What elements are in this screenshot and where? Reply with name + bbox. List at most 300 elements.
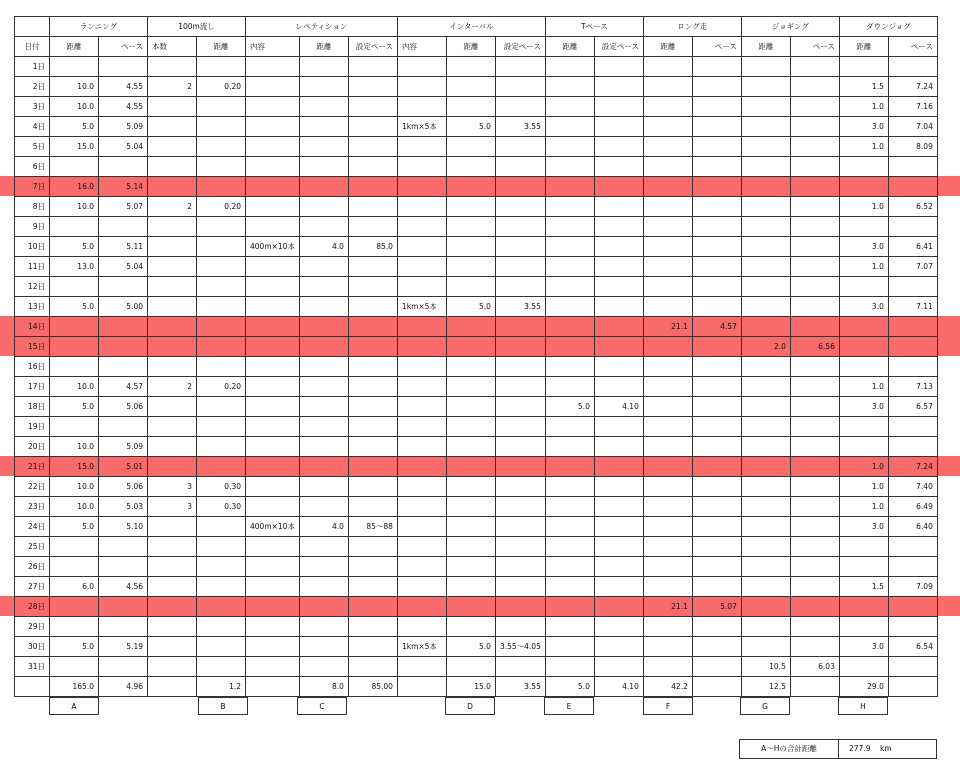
data-cell: 1.0 [839,377,888,397]
data-cell [741,577,790,597]
data-cell [741,177,790,197]
table-row [15,537,938,557]
data-cell [197,657,246,677]
data-cell [545,137,594,157]
data-cell [839,217,888,237]
day-cell: 18日 [15,397,50,417]
data-cell: 10.0 [50,437,99,457]
data-cell [495,437,545,457]
data-cell [594,77,643,97]
data-cell: 15.0 [50,137,99,157]
data-cell [397,477,446,497]
data-cell [446,357,495,377]
data-cell: 5.0 [50,637,99,657]
data-cell: 5.0 [446,117,495,137]
data-cell [299,197,348,217]
table-row [15,617,938,637]
data-cell [446,177,495,197]
data-cell [299,137,348,157]
table-row [15,577,938,597]
data-cell: 1.0 [839,477,888,497]
data-cell [839,557,888,577]
data-cell: 7.24 [888,77,937,97]
table-row [15,257,938,277]
data-cell: 0.20 [197,77,246,97]
data-cell [397,377,446,397]
data-cell [446,57,495,77]
data-cell [348,497,397,517]
data-cell [246,377,300,397]
data-cell [446,597,495,617]
data-cell [741,97,790,117]
data-cell [50,537,99,557]
data-cell [246,557,300,577]
data-cell [148,337,197,357]
data-cell [348,197,397,217]
day-cell: 5日 [15,137,50,157]
total-cell: 5.0 [545,677,594,697]
data-cell [148,117,197,137]
data-cell [397,537,446,557]
data-cell: 1.0 [839,497,888,517]
data-cell [246,537,300,557]
day-cell: 29日 [15,617,50,637]
day-cell: 13日 [15,297,50,317]
data-cell [197,437,246,457]
group-header: 100m流し [148,17,246,37]
data-cell [397,457,446,477]
data-cell [790,477,839,497]
data-cell [790,437,839,457]
data-cell [545,77,594,97]
data-cell [643,397,692,417]
data-cell: 2.0 [741,337,790,357]
group-label: H [838,697,888,715]
data-cell [545,577,594,597]
data-cell: 7.24 [888,457,937,477]
data-cell [446,417,495,437]
data-cell [545,157,594,177]
data-cell [692,497,741,517]
data-cell [594,317,643,337]
data-cell [692,237,741,257]
data-cell [148,257,197,277]
data-cell [348,457,397,477]
data-cell [692,437,741,457]
day-cell: 31日 [15,657,50,677]
data-cell [594,277,643,297]
total-cell: 85.00 [348,677,397,697]
data-cell [299,597,348,617]
data-cell [197,97,246,117]
data-cell [246,177,300,197]
data-cell [197,417,246,437]
data-cell [148,237,197,257]
data-cell: 5.0 [446,297,495,317]
day-cell: 16日 [15,357,50,377]
data-cell: 85〜88 [348,517,397,537]
day-cell: 11日 [15,257,50,277]
data-cell: 8.09 [888,137,937,157]
totals-row [15,677,938,697]
data-cell [299,477,348,497]
data-cell [839,657,888,677]
day-cell: 25日 [15,537,50,557]
column-header: 距離 [299,37,348,57]
data-cell: 3.0 [839,237,888,257]
data-cell [348,377,397,397]
group-label: G [740,697,790,715]
data-cell [741,197,790,217]
data-cell [446,557,495,577]
data-cell [99,217,148,237]
data-cell: 3.55 [495,297,545,317]
data-cell [692,477,741,497]
data-cell: 7.13 [888,377,937,397]
column-header: 設定ペース [594,37,643,57]
data-cell [643,417,692,437]
data-cell: 3.0 [839,637,888,657]
data-cell [692,537,741,557]
data-cell [99,657,148,677]
group-header: ロング走 [643,17,741,37]
data-cell [299,177,348,197]
data-cell: 6.0 [50,577,99,597]
data-cell [495,57,545,77]
data-cell: 5.0 [50,117,99,137]
data-cell [692,377,741,397]
data-cell: 21.1 [643,597,692,617]
group-header: Tペース [545,17,643,37]
data-cell [495,237,545,257]
data-cell: 5.0 [50,517,99,537]
data-cell [545,197,594,217]
data-cell [299,657,348,677]
data-cell [692,417,741,437]
table-row [15,357,938,377]
data-cell [495,217,545,237]
data-cell: 4.10 [594,397,643,417]
data-cell [495,557,545,577]
data-cell [446,477,495,497]
data-cell [348,557,397,577]
data-cell [741,217,790,237]
data-cell [495,477,545,497]
data-cell [397,577,446,597]
data-cell [197,217,246,237]
group-header: レペティション [246,17,398,37]
data-cell [50,357,99,377]
data-cell: 2 [148,197,197,217]
data-cell [397,657,446,677]
data-cell [348,397,397,417]
data-cell [741,397,790,417]
data-cell [397,497,446,517]
data-cell [545,457,594,477]
data-cell: 7.04 [888,117,937,137]
data-cell [594,657,643,677]
data-cell [197,137,246,157]
data-cell [197,317,246,337]
column-header: 距離 [839,37,888,57]
data-cell [643,237,692,257]
data-cell [888,417,937,437]
data-cell [348,137,397,157]
data-cell [495,417,545,437]
data-cell [839,597,888,617]
data-cell [643,57,692,77]
data-cell [397,357,446,377]
data-cell [246,637,300,657]
group-label: B [198,697,248,715]
data-cell [594,537,643,557]
data-cell [397,237,446,257]
data-cell [148,637,197,657]
data-cell [246,57,300,77]
data-cell [299,257,348,277]
data-cell [246,157,300,177]
data-cell [148,517,197,537]
data-cell [348,477,397,497]
data-cell [741,157,790,177]
data-cell: 3.0 [839,117,888,137]
data-cell [545,537,594,557]
data-cell [741,537,790,557]
table-row [15,457,938,477]
data-cell: 5.04 [99,257,148,277]
table-row [15,297,938,317]
data-cell [246,97,300,117]
data-cell [99,277,148,297]
total-cell: 8.0 [299,677,348,697]
data-cell [839,417,888,437]
data-cell [397,597,446,617]
group-label: C [297,697,347,715]
data-cell [246,357,300,377]
day-cell: 27日 [15,577,50,597]
data-cell [299,557,348,577]
data-cell: 1km×5本 [397,297,446,317]
table-row [15,77,938,97]
column-header: 距離 [446,37,495,57]
table-row [15,137,938,157]
data-cell [246,117,300,137]
data-cell [348,577,397,597]
data-cell [397,557,446,577]
data-cell [348,537,397,557]
data-cell [148,317,197,337]
data-cell [299,317,348,337]
data-cell [495,617,545,637]
data-cell: 5.04 [99,137,148,157]
data-cell [246,397,300,417]
data-cell [839,277,888,297]
data-cell [790,197,839,217]
column-header: 内容 [397,37,446,57]
data-cell: 6.52 [888,197,937,217]
day-cell: 30日 [15,637,50,657]
data-cell [692,657,741,677]
data-cell: 3.55 [495,117,545,137]
data-cell: 6.03 [790,657,839,677]
data-cell: 5.07 [99,197,148,217]
data-cell [545,497,594,517]
data-cell [692,337,741,357]
group-header: ジョギング [741,17,839,37]
data-cell [299,437,348,457]
data-cell [495,137,545,157]
data-cell [397,157,446,177]
data-cell [839,337,888,357]
data-cell [246,297,300,317]
data-cell [790,217,839,237]
data-cell [545,557,594,577]
data-cell: 5.09 [99,437,148,457]
data-cell [643,257,692,277]
data-cell [495,577,545,597]
group-label: E [544,697,594,715]
data-cell [790,257,839,277]
column-header: 内容 [246,37,300,57]
data-cell [692,637,741,657]
data-cell [839,57,888,77]
data-cell: 3.0 [839,397,888,417]
data-cell [888,177,937,197]
data-cell [692,77,741,97]
table-row [15,117,938,137]
data-cell [197,297,246,317]
day-cell: 9日 [15,217,50,237]
day-cell: 6日 [15,157,50,177]
data-cell [839,537,888,557]
data-cell [495,197,545,217]
data-cell [99,557,148,577]
data-cell: 4.56 [99,577,148,597]
data-cell [246,597,300,617]
day-cell: 3日 [15,97,50,117]
day-cell: 10日 [15,237,50,257]
data-cell [741,637,790,657]
data-cell [99,337,148,357]
data-cell [594,637,643,657]
data-cell [246,337,300,357]
data-cell [545,277,594,297]
data-cell [692,577,741,597]
data-cell: 5.06 [99,477,148,497]
data-cell [397,277,446,297]
data-cell [741,77,790,97]
data-cell: 10.0 [50,477,99,497]
data-cell [148,577,197,597]
data-cell [643,357,692,377]
data-cell [790,357,839,377]
data-cell [545,377,594,397]
data-cell [692,397,741,417]
table-row [15,477,938,497]
total-cell [888,677,937,697]
data-cell [148,597,197,617]
data-cell [148,277,197,297]
total-cell: 4.10 [594,677,643,697]
data-cell: 5.00 [99,297,148,317]
data-cell [495,397,545,417]
data-cell: 5.06 [99,397,148,417]
data-cell [643,477,692,497]
data-cell: 7.07 [888,257,937,277]
data-cell [348,597,397,617]
data-cell [839,157,888,177]
data-cell [741,557,790,577]
data-cell [495,317,545,337]
data-cell [197,357,246,377]
data-cell [299,297,348,317]
data-cell [545,217,594,237]
data-cell [495,657,545,677]
data-cell [594,137,643,157]
data-cell: 6.41 [888,237,937,257]
day-cell: 19日 [15,417,50,437]
group-label: A [49,697,99,715]
data-cell [50,597,99,617]
data-cell [446,157,495,177]
data-cell [446,517,495,537]
data-cell [790,137,839,157]
data-cell [446,237,495,257]
data-cell: 6.54 [888,637,937,657]
data-cell: 10.0 [50,497,99,517]
data-cell: 7.16 [888,97,937,117]
data-cell [741,117,790,137]
table-row [15,397,938,417]
data-cell [148,437,197,457]
data-cell [348,357,397,377]
data-cell: 2 [148,377,197,397]
data-cell [299,397,348,417]
data-cell [446,317,495,337]
data-cell [643,157,692,177]
table-row [15,237,938,257]
data-cell [148,537,197,557]
data-cell [397,257,446,277]
data-cell [348,437,397,457]
table-row [15,277,938,297]
data-cell: 2 [148,77,197,97]
data-cell [197,637,246,657]
data-cell [790,297,839,317]
day-cell: 14日 [15,317,50,337]
table-row [15,597,938,617]
data-cell [197,597,246,617]
data-cell [246,497,300,517]
data-cell: 5.19 [99,637,148,657]
data-cell [594,437,643,457]
data-cell [545,177,594,197]
data-cell [545,117,594,137]
data-cell [299,337,348,357]
data-cell [348,177,397,197]
data-cell [446,457,495,477]
data-cell [397,517,446,537]
data-cell [545,297,594,317]
data-cell [643,97,692,117]
data-cell [790,617,839,637]
data-cell: 5.14 [99,177,148,197]
data-cell [545,617,594,637]
data-cell [197,337,246,357]
data-cell [99,537,148,557]
data-cell: 0.20 [197,377,246,397]
data-cell [741,417,790,437]
